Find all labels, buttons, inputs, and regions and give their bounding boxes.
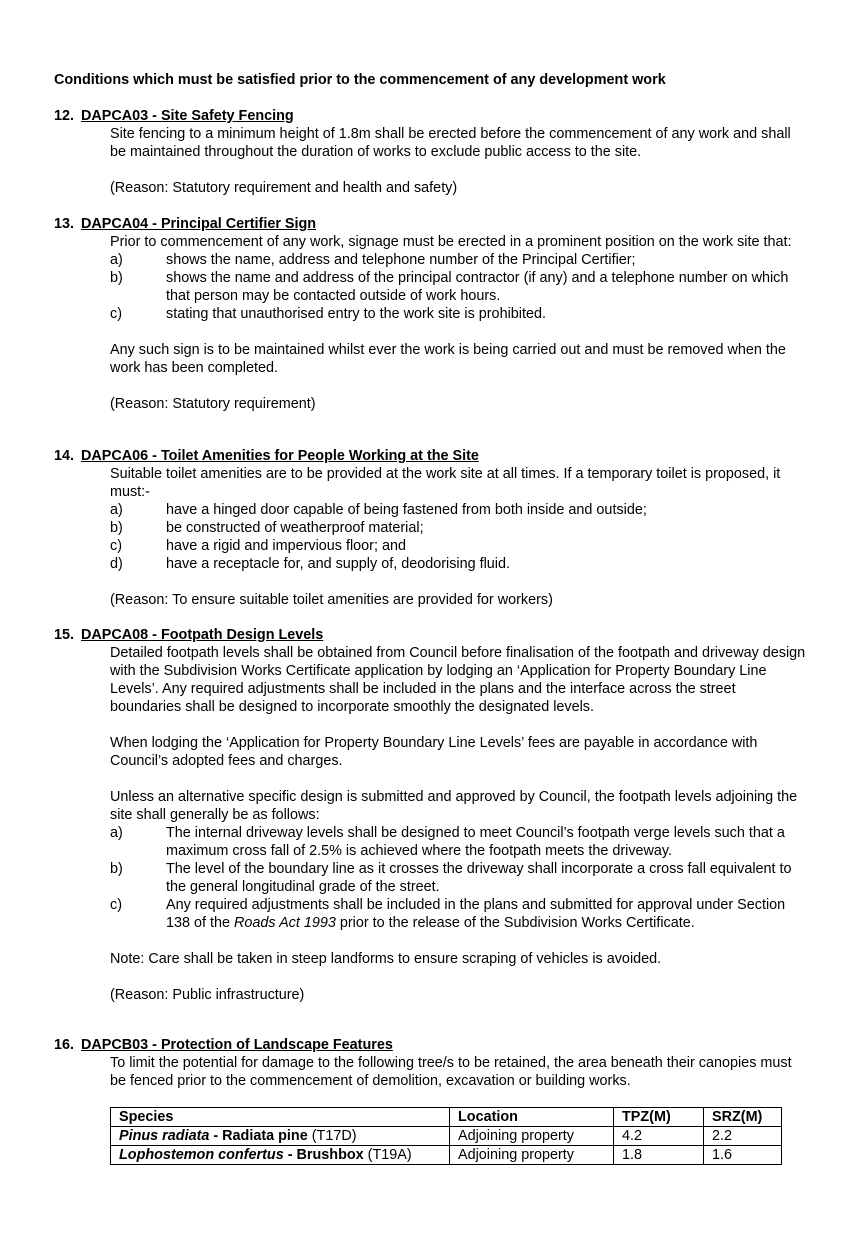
cell-species: Lophostemon confertus - Brushbox (T19A) <box>111 1146 450 1165</box>
list-item: b) The level of the boundary line as it crosses the driveway shall incorporate a cross fall equivalent to the general longitudinal grade of the street. <box>110 861 792 895</box>
list-item: c) have a rigid and impervious floor; and <box>110 538 406 554</box>
condition-intro: To limit the potential for damage to the following tree/s to be retained, the area beneath their canopies must be fenced prior to the commencement of demolition, excavation or building works. <box>110 1055 792 1089</box>
condition-intro: Site fencing to a minimum height of 1.8m shall be erected before the commencement of any work and shall be maintained throughout the duration of works to exclude public access to the site. <box>110 126 791 160</box>
condition-number: 13. <box>54 216 75 232</box>
condition-intro: Detailed footpath levels shall be obtained from Council before finalisation of the footpath and driveway design with the Subdivision Works Certificate application by lodging an ‘Application for Property Boundary Line Levels’. Any required adjustments shall be included in the plans and the interface across the street boundaries shall be designed to incorporate smoothly the designated levels. <box>110 645 806 715</box>
condition-15-body <box>110 644 810 1004</box>
condition-13-title <box>54 215 316 233</box>
list-item: b) be constructed of weatherproof material; <box>110 520 424 536</box>
list-item: c) stating that unauthorised entry to the work site is prohibited. <box>110 306 546 322</box>
condition-paragraph: Unless an alternative specific design is submitted and approved by Council, the footpath levels adjoining the site shall generally be as follows: <box>110 789 798 823</box>
list-item: a) have a hinged door capable of being fastened from both inside and outside; <box>110 502 647 518</box>
header-location: Location <box>450 1108 614 1127</box>
cell-srz: 1.6 <box>704 1146 782 1165</box>
list-item: a) shows the name, address and telephone number of the Principal Certifier; <box>110 252 636 268</box>
condition-14-body <box>110 465 810 609</box>
table-row <box>111 1127 782 1146</box>
cell-location: Adjoining property <box>450 1146 614 1165</box>
condition-number: 16. <box>54 1037 75 1053</box>
act-name: Roads Act 1993 <box>234 915 336 931</box>
condition-title: DAPCA03 - Site Safety Fencing <box>81 108 294 124</box>
condition-16-body <box>110 1054 800 1090</box>
condition-extra: Any such sign is to be maintained whilst ever the work is being carried out and must be removed when the work has been completed. <box>110 342 786 376</box>
condition-title: DAPCB03 - Protection of Landscape Features <box>81 1037 393 1053</box>
condition-list <box>110 824 810 932</box>
condition-15-title <box>54 626 323 644</box>
condition-number: 15. <box>54 627 75 643</box>
cell-location: Adjoining property <box>450 1127 614 1146</box>
condition-12-body <box>110 125 810 197</box>
condition-reason: (Reason: Statutory requirement and health and safety) <box>110 180 458 196</box>
condition-13-body <box>110 233 810 413</box>
condition-list <box>110 501 810 573</box>
header-species: Species <box>111 1108 450 1127</box>
list-item: b) shows the name and address of the principal contractor (if any) and a telephone number on which that person may be contacted outside of work hours. <box>110 270 789 304</box>
cell-species: Pinus radiata - Radiata pine (T17D) <box>111 1127 450 1146</box>
cell-tpz: 1.8 <box>614 1146 704 1165</box>
condition-12-title <box>54 107 294 125</box>
cell-tpz: 4.2 <box>614 1127 704 1146</box>
condition-title: DAPCA08 - Footpath Design Levels <box>81 627 324 643</box>
condition-list <box>110 251 810 323</box>
condition-title: DAPCA04 - Principal Certifier Sign <box>81 216 317 232</box>
condition-title: DAPCA06 - Toilet Amenities for People Working at the Site <box>81 448 479 464</box>
condition-number: 14. <box>54 448 75 464</box>
list-item: c) Any required adjustments shall be included in the plans and submitted for approval under Section 138 of the Roads Act 1993 prior to the release of the Subdivision Works Certificate. <box>110 897 786 931</box>
condition-intro: Prior to commencement of any work, signage must be erected in a prominent position on the work site that: <box>110 234 792 250</box>
header-tpz: TPZ(M) <box>614 1108 704 1127</box>
list-item: a) The internal driveway levels shall be designed to meet Council’s footpath verge levels such that a maximum cross fall of 2.5% is achieved where the footpath meets the driveway. <box>110 825 785 859</box>
condition-reason: (Reason: Statutory requirement) <box>110 396 316 412</box>
condition-14-title <box>54 447 479 465</box>
condition-reason: (Reason: To ensure suitable toilet amenities are provided for workers) <box>110 592 553 608</box>
condition-16-title <box>54 1036 393 1054</box>
condition-paragraph: When lodging the ‘Application for Property Boundary Line Levels’ fees are payable in accordance with Council’s adopted fees and charges. <box>110 735 758 769</box>
cell-srz: 2.2 <box>704 1127 782 1146</box>
condition-number: 12. <box>54 108 75 124</box>
section-heading: Conditions which must be satisfied prior to the commencement of any development work <box>54 72 666 88</box>
list-item: d) have a receptacle for, and supply of, deodorising fluid. <box>110 556 510 572</box>
condition-intro: Suitable toilet amenities are to be provided at the work site at all times. If a temporary toilet is proposed, it must:- <box>110 466 781 500</box>
table-header-row <box>111 1108 782 1127</box>
header-srz: SRZ(M) <box>704 1108 782 1127</box>
condition-note: Note: Care shall be taken in steep landforms to ensure scraping of vehicles is avoided. <box>110 951 662 967</box>
table-row <box>111 1146 782 1165</box>
condition-reason: (Reason: Public infrastructure) <box>110 987 305 1003</box>
tree-table <box>110 1107 782 1165</box>
